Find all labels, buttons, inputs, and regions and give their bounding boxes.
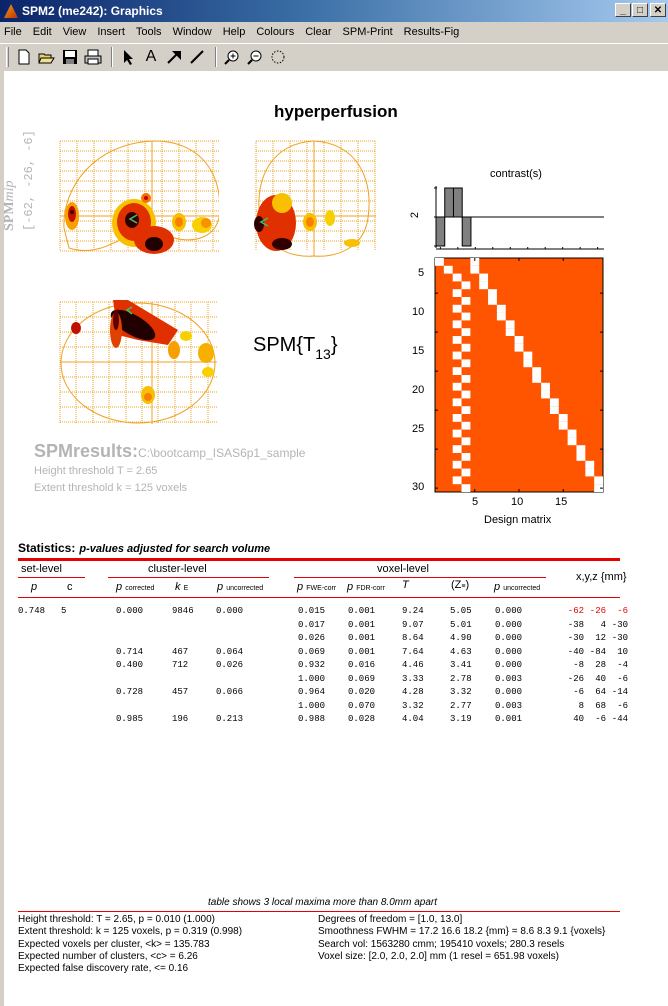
col-voxel-p-fwe xyxy=(297,581,336,593)
footer-right xyxy=(318,914,605,963)
dm-xtick: 15 xyxy=(555,496,568,508)
footer-expected-voxels: Expected voxels per cluster, <k> = 135.783 xyxy=(18,938,210,950)
col-voxel-z xyxy=(451,579,469,591)
dm-ytick: 20 xyxy=(412,384,425,396)
cell-coord-y: 12 xyxy=(595,633,606,643)
figure-title: hyperperfusion xyxy=(274,102,398,121)
cell-fwe: 0.964 xyxy=(298,687,326,697)
stat-label-text: SPM{T xyxy=(253,334,316,356)
design-matrix-cell xyxy=(453,461,462,469)
design-matrix-cell xyxy=(462,328,471,336)
cell-set-p: 0.748 xyxy=(18,606,46,616)
menu-results-fig[interactable]: Results-Fig xyxy=(403,25,460,38)
design-matrix-cell xyxy=(532,375,541,383)
glass-brain-sagittal xyxy=(54,138,219,258)
design-matrix-cell xyxy=(453,352,462,360)
footer-search-volume: Search vol: 1563280 cmm; 195410 voxels; 280.3 resels xyxy=(318,938,565,950)
extent-threshold-label: Extent threshold k = 125 voxels xyxy=(34,482,188,494)
col-voxel-t xyxy=(402,579,409,591)
statistic-label xyxy=(253,334,338,362)
statistics-heading xyxy=(18,541,270,555)
cell-coord-x: 8 xyxy=(578,700,584,711)
col-z-close: ) xyxy=(465,579,470,591)
menu-colours[interactable]: Colours xyxy=(256,25,295,38)
design-matrix-cell xyxy=(515,336,524,344)
design-matrix-cell xyxy=(453,414,462,422)
dm-ytick: 30 xyxy=(412,481,425,493)
cell-z: 4.63 xyxy=(450,646,472,657)
cell-t: 3.33 xyxy=(402,673,424,684)
glass-brain-coronal xyxy=(252,138,377,258)
statistics-title: Statistics: xyxy=(18,541,76,555)
col-cluster-k-sub: E xyxy=(183,585,189,592)
cell-cl-k: 457 xyxy=(172,687,189,697)
toolbar xyxy=(0,43,668,69)
arrow-icon[interactable] xyxy=(164,47,184,67)
zoom-out-icon[interactable] xyxy=(245,47,265,67)
design-matrix-cell xyxy=(462,313,471,321)
design-matrix-cell xyxy=(523,359,532,367)
cell-coord-y: -26 xyxy=(589,606,606,616)
cell-coord-z: -30 xyxy=(611,619,628,630)
design-matrix-cell xyxy=(444,266,453,274)
design-matrix-cell xyxy=(568,437,577,445)
contrast-bar xyxy=(436,217,445,246)
cell-coord-x: -38 xyxy=(567,619,584,630)
footer-smoothness: Smoothness FWHM = 17.2 16.6 18.2 {mm} = 8.6 8.3 9.1 {voxels} xyxy=(318,926,606,938)
cell-pu: 0.000 xyxy=(495,646,523,657)
dm-xtick: 10 xyxy=(511,496,524,508)
design-matrix-cell xyxy=(585,469,594,477)
design-matrix-cell xyxy=(435,258,444,266)
cell-cl-p: 0.728 xyxy=(116,687,144,697)
cell-coord-y: -6 xyxy=(595,714,606,724)
design-matrix-cell xyxy=(541,391,550,399)
cell-fdr: 0.001 xyxy=(348,619,376,630)
design-matrix-cell xyxy=(568,430,577,438)
design-matrix-cell xyxy=(497,305,506,313)
col-set-c: c xyxy=(67,581,73,593)
footer-red-rule xyxy=(18,911,620,912)
col-set-p-label: p xyxy=(31,581,38,593)
design-matrix-cell xyxy=(506,320,515,328)
dm-ytick: 15 xyxy=(412,345,425,357)
col-cluster-p-uncorrected xyxy=(217,581,263,593)
results-path: C:\bootcamp_ISAS6p1_sample xyxy=(138,446,306,460)
menu-view[interactable]: View xyxy=(62,25,87,38)
menu-file[interactable]: File xyxy=(4,25,22,38)
design-matrix-cell xyxy=(453,398,462,406)
zoom-in-icon[interactable] xyxy=(222,47,242,67)
cell-fdr: 0.001 xyxy=(348,633,376,643)
design-matrix-cell xyxy=(497,313,506,321)
design-matrix-cell xyxy=(453,383,462,391)
cell-coord-z: 10 xyxy=(617,646,628,657)
cell-cl-pu: 0.000 xyxy=(216,606,244,616)
cell-cl-p: 0.714 xyxy=(116,646,144,657)
cell-fdr: 0.020 xyxy=(348,687,376,697)
cell-fwe: 0.988 xyxy=(298,714,326,724)
design-matrix-cell xyxy=(585,461,594,469)
col-set-p xyxy=(31,581,37,593)
group-voxel-level: voxel-level xyxy=(377,563,429,575)
cell-z: 3.32 xyxy=(450,687,472,697)
cell-coord-x: -30 xyxy=(567,633,584,643)
design-matrix-cell xyxy=(550,398,559,406)
spm-results-path xyxy=(34,441,305,462)
cell-coord-x: -8 xyxy=(573,660,584,670)
menu-window[interactable]: Window xyxy=(172,25,212,38)
design-matrix-cell xyxy=(453,367,462,375)
cell-fdr: 0.016 xyxy=(348,660,376,670)
col-cluster-p-corrected xyxy=(116,581,154,593)
cell-cl-k: 712 xyxy=(172,660,189,670)
print-icon[interactable] xyxy=(83,47,103,67)
cell-coord-x: -62 xyxy=(567,606,584,616)
matlab-icon xyxy=(4,4,18,18)
spm-mip-label xyxy=(2,180,18,231)
rotate-icon[interactable] xyxy=(268,47,288,67)
design-matrix-cell xyxy=(515,344,524,352)
col-cluster-k xyxy=(175,581,188,593)
close-button[interactable]: ✕ xyxy=(650,3,666,17)
col-z-sub: ≡ xyxy=(461,583,466,590)
cell-cl-p: 0.400 xyxy=(116,660,144,670)
design-matrix-cell xyxy=(453,289,462,297)
cell-fwe: 0.069 xyxy=(298,646,326,657)
contrast-plot xyxy=(434,184,604,250)
cell-cl-pu: 0.213 xyxy=(216,714,244,724)
design-matrix-cell xyxy=(559,422,568,430)
design-matrix-cell xyxy=(462,469,471,477)
maximize-button[interactable]: □ xyxy=(632,3,648,17)
header-red-rule xyxy=(18,558,620,561)
footer-voxel-size: Voxel size: [2.0, 2.0, 2.0] mm (1 resel = 651.98 voxels) xyxy=(318,950,559,962)
cell-coord-z: -44 xyxy=(611,714,628,724)
col-cluster-pu-sub: uncorrected xyxy=(226,585,264,592)
group-set-level: set-level xyxy=(21,563,62,575)
voxel-level-rule xyxy=(294,577,546,578)
group-cluster-level: cluster-level xyxy=(148,563,207,575)
design-matrix-cell xyxy=(453,430,462,438)
cell-set-c: 5 xyxy=(61,606,67,616)
design-matrix-cell xyxy=(453,274,462,282)
spm-results-label: SPMresults: xyxy=(34,441,139,461)
design-matrix-cell xyxy=(462,422,471,430)
design-matrix-cell xyxy=(462,437,471,445)
dm-xtick: 5 xyxy=(472,496,479,508)
menu-edit[interactable]: Edit xyxy=(32,25,52,38)
statistics-subtitle: p-values adjusted for search volume xyxy=(79,543,271,555)
cell-pu: 0.000 xyxy=(495,660,523,670)
cluster-level-rule xyxy=(108,577,269,578)
cell-cl-pu: 0.066 xyxy=(216,687,244,697)
open-icon[interactable] xyxy=(37,47,57,67)
cell-cl-k: 9846 xyxy=(172,606,194,616)
cell-fwe: 0.017 xyxy=(298,619,326,630)
mip-label-mip: mip xyxy=(2,180,17,202)
cell-pu: 0.000 xyxy=(495,687,523,697)
design-matrix-cell xyxy=(576,445,585,453)
cell-fdr: 0.001 xyxy=(348,606,376,616)
cell-cl-pu: 0.064 xyxy=(216,646,244,657)
design-matrix-cell xyxy=(462,484,471,492)
design-matrix-cell xyxy=(462,406,471,414)
col-t-label: T xyxy=(402,579,409,591)
contrast-bar xyxy=(445,188,454,217)
dm-ytick: 5 xyxy=(418,267,425,279)
minimize-button[interactable]: _ xyxy=(615,3,631,17)
mip-coordinates: [-62, -26, -6] xyxy=(22,130,36,231)
toolbar-grip[interactable] xyxy=(6,47,9,67)
col-cluster-k-label: k xyxy=(175,581,181,593)
design-matrix-cell xyxy=(462,281,471,289)
title-bar xyxy=(0,0,668,22)
cell-pu: 0.003 xyxy=(495,673,523,684)
cell-fwe: 1.000 xyxy=(298,700,326,711)
pointer-icon[interactable] xyxy=(118,47,138,67)
cell-z: 5.01 xyxy=(450,619,472,630)
cell-t: 9.24 xyxy=(402,606,424,616)
design-matrix-cell xyxy=(532,367,541,375)
cell-z: 2.78 xyxy=(450,673,472,684)
design-matrix-cell xyxy=(462,375,471,383)
cell-fwe: 0.015 xyxy=(298,606,326,616)
cell-coord-x: -26 xyxy=(567,673,584,684)
design-matrix-cell xyxy=(550,406,559,414)
cell-fdr: 0.069 xyxy=(348,673,376,684)
col-fdr-sub: FDR-corr xyxy=(356,585,385,592)
cell-cl-pu: 0.026 xyxy=(216,660,244,670)
design-matrix-cell xyxy=(462,344,471,352)
cell-fdr: 0.001 xyxy=(348,646,376,657)
contrast-ytick: 2 xyxy=(409,211,422,219)
col-cluster-pu-label: p xyxy=(217,581,224,593)
line-icon[interactable] xyxy=(187,47,207,67)
design-matrix-cell xyxy=(453,305,462,313)
glass-brain-axial xyxy=(58,300,218,427)
cell-t: 4.04 xyxy=(402,714,424,724)
cell-z: 5.05 xyxy=(450,606,472,616)
cell-fwe: 0.932 xyxy=(298,660,326,670)
contrast-bar xyxy=(462,217,471,246)
cell-cl-k: 196 xyxy=(172,714,189,724)
stat-df: 13 xyxy=(315,346,331,362)
text-icon[interactable]: A xyxy=(145,47,157,65)
design-matrix-cell xyxy=(462,453,471,461)
cell-coord-z: -30 xyxy=(611,633,628,643)
design-matrix-cell xyxy=(453,445,462,453)
design-matrix-cell xyxy=(479,281,488,289)
figure-canvas xyxy=(4,71,668,1006)
cell-coord-z: -4 xyxy=(617,660,628,670)
contrast-bar xyxy=(453,188,462,217)
menu-spm-print[interactable]: SPM-Print xyxy=(342,25,393,38)
footer-expected-fdr: Expected false discovery rate, <= 0.16 xyxy=(18,963,189,975)
col-voxel-pu-sub: uncorrected xyxy=(503,585,541,592)
cell-coord-x: -40 xyxy=(567,646,584,657)
col-fwe-label: p xyxy=(297,581,304,593)
contrast-x-axis xyxy=(436,247,604,249)
menu-bar xyxy=(0,22,668,41)
design-matrix-cell xyxy=(488,297,497,305)
col-cluster-p-sub: corrected xyxy=(125,585,155,592)
col-cluster-p-label: p xyxy=(116,581,123,593)
footer-extent-threshold: Extent threshold: k = 125 voxels, p = 0.319 (0.998) xyxy=(18,926,243,938)
col-voxel-pu-label: p xyxy=(494,581,501,593)
cell-t: 7.64 xyxy=(402,646,424,657)
cell-fwe: 0.026 xyxy=(298,633,326,643)
cell-coord-y: 4 xyxy=(600,619,606,630)
cell-coord-y: 68 xyxy=(595,700,606,711)
cell-cl-p: 0.985 xyxy=(116,714,144,724)
cell-t: 9.07 xyxy=(402,619,424,630)
design-matrix-cell xyxy=(453,320,462,328)
cell-coord-z: -6 xyxy=(617,673,628,684)
design-matrix-cell xyxy=(594,476,603,484)
cell-t: 8.64 xyxy=(402,633,424,643)
save-icon[interactable] xyxy=(60,47,80,67)
cell-pu: 0.000 xyxy=(495,606,523,616)
footer-expected-clusters: Expected number of clusters, <c> = 6.26 xyxy=(18,950,198,962)
cell-t: 3.32 xyxy=(402,700,424,711)
design-matrix-cell xyxy=(453,336,462,344)
window-title: SPM2 (me242): Graphics xyxy=(22,4,163,18)
cell-coord-z: -6 xyxy=(617,700,628,711)
dm-ytick: 10 xyxy=(412,306,425,318)
set-level-rule xyxy=(18,577,85,578)
cell-coord-y: 40 xyxy=(595,673,606,684)
toolbar-separator xyxy=(215,47,217,67)
cell-z: 2.77 xyxy=(450,700,472,711)
cell-coord-z: -14 xyxy=(611,687,628,697)
cell-cl-k: 467 xyxy=(172,646,189,657)
col-fwe-sub: FWE-corr xyxy=(306,585,337,592)
cell-fwe: 1.000 xyxy=(298,673,326,684)
cell-cl-p: 0.000 xyxy=(116,606,144,616)
height-threshold-label: Height threshold T = 2.65 xyxy=(34,465,158,477)
col-voxel-p-fdr xyxy=(347,581,385,593)
cell-pu: 0.000 xyxy=(495,633,523,643)
menu-tools[interactable]: Tools xyxy=(135,25,162,38)
design-matrix-cell xyxy=(470,266,479,274)
design-matrix-cell xyxy=(462,391,471,399)
col-fdr-label: p xyxy=(347,581,354,593)
design-matrix-cell xyxy=(462,297,471,305)
footer-height-threshold: Height threshold: T = 2.65, p = 0.010 (1.000) xyxy=(18,914,215,925)
design-matrix-cell xyxy=(541,383,550,391)
dm-ytick: 25 xyxy=(412,423,425,435)
cell-coord-z: -6 xyxy=(617,606,628,616)
design-matrix-cell xyxy=(479,274,488,282)
cell-pu: 0.001 xyxy=(495,714,523,724)
cell-z: 4.90 xyxy=(450,633,472,643)
cell-coord-x: 40 xyxy=(573,714,584,724)
cell-pu: 0.003 xyxy=(495,700,523,711)
cell-fdr: 0.070 xyxy=(348,700,376,711)
footer-degrees-of-freedom: Degrees of freedom = [1.0, 13.0] xyxy=(318,914,463,925)
cell-z: 3.19 xyxy=(450,714,472,724)
design-matrix xyxy=(434,257,604,495)
menu-insert[interactable]: Insert xyxy=(97,25,125,38)
cell-coord-x: -6 xyxy=(573,687,584,697)
cell-pu: 0.000 xyxy=(495,619,523,630)
menu-clear[interactable]: Clear xyxy=(305,25,332,38)
columns-red-rule xyxy=(18,597,620,598)
cell-t: 4.28 xyxy=(402,687,424,697)
design-matrix-cell xyxy=(559,414,568,422)
cell-t: 4.46 xyxy=(402,660,424,670)
design-matrix-cell xyxy=(453,476,462,484)
design-matrix-cell xyxy=(506,328,515,336)
col-z-label: (Z xyxy=(451,579,462,591)
stat-label-close: } xyxy=(330,334,338,356)
contrast-title: contrast(s) xyxy=(490,168,542,180)
cell-coord-y: 64 xyxy=(595,687,606,697)
table-note: table shows 3 local maxima more than 8.0mm apart xyxy=(208,897,437,908)
menu-help[interactable]: Help xyxy=(222,25,246,38)
group-coordinates: x,y,z {mm} xyxy=(576,571,627,583)
design-matrix-cell xyxy=(576,453,585,461)
mip-label-spm: SPM xyxy=(2,201,17,231)
design-matrix-cell xyxy=(488,289,497,297)
design-matrix-cell xyxy=(523,352,532,360)
toolbar-separator xyxy=(111,47,113,67)
cell-fdr: 0.028 xyxy=(348,714,376,724)
cell-z: 3.41 xyxy=(450,660,472,670)
footer-left xyxy=(18,914,242,975)
design-matrix-label: Design matrix xyxy=(484,514,552,526)
design-matrix-cell xyxy=(462,359,471,367)
cell-coord-y: 28 xyxy=(595,660,606,670)
col-voxel-p-uncorrected xyxy=(494,581,540,593)
new-icon[interactable] xyxy=(14,47,34,67)
cell-coord-y: -84 xyxy=(589,646,606,657)
